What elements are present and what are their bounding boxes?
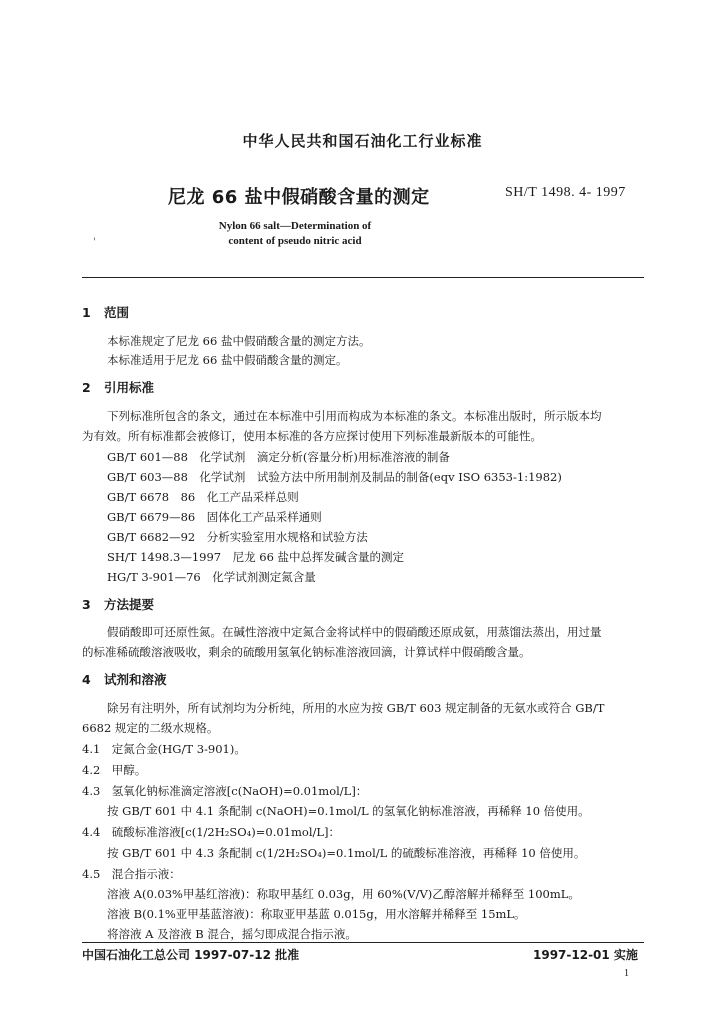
clause-4-3: 4.3 氢氧化钠标准滴定溶液[c(NaOH)=0.01mol/L]： — [82, 784, 368, 798]
clause-4-5-mix: 将溶液 A 及溶液 B 混合，摇匀即成混合指示液。 — [107, 927, 357, 941]
section-2-title: 引用标准 — [104, 380, 155, 395]
clause-4-5-solution-b: 溶液 B(0.1%亚甲基蓝溶液)：称取亚甲基蓝 0.015g，用水溶解并稀释至 15mL。 — [107, 907, 526, 921]
standard-body-heading: 中华人民共和国石油化工行业标准 — [242, 132, 483, 150]
reference-item: GB/T 603—88 化学试剂 试验方法中所用制剂及制品的制备(eqv ISO 6353-1:1982) — [107, 470, 562, 484]
clause-4-1: 4.1 定氮合金(HG/T 3-901)。 — [82, 742, 246, 756]
header-divider — [82, 277, 644, 278]
section-1-title: 范围 — [104, 305, 130, 320]
section-1-heading — [82, 303, 129, 321]
page-number: 1 — [624, 968, 629, 979]
section-1-line-1: 本标准规定了尼龙 66 盐中假硝酸含量的测定方法。 — [107, 334, 371, 348]
reference-item: GB/T 601—88 化学试剂 滴定分析(容量分析)用标准溶液的制备 — [107, 450, 450, 464]
english-title-line-1: Nylon 66 salt—Determination of — [218, 220, 372, 232]
section-2-intro-line-1: 下列标准所包含的条文，通过在本标准中引用而构成为本标准的条文。本标准出版时，所示版本均 — [107, 409, 602, 423]
reference-item: GB/T 6678 86 化工产品采样总则 — [107, 490, 299, 504]
reference-item: SH/T 1498.3—1997 尼龙 66 盐中总挥发碱含量的测定 — [107, 550, 405, 564]
clause-4-3-text: 按 GB/T 601 中 4.1 条配制 c(NaOH)=0.1mol/L 的氢氧化钠标准溶液，再稀释 10 倍使用。 — [107, 804, 590, 818]
section-1-line-2: 本标准适用于尼龙 66 盐中假硝酸含量的测定。 — [107, 353, 348, 367]
section-4-number: 4 — [82, 672, 91, 687]
section-2-number: 2 — [82, 380, 91, 395]
section-4-title: 试剂和溶液 — [104, 672, 167, 687]
section-3-title: 方法提要 — [104, 597, 155, 612]
section-4-line-2: 6682 规定的二级水规格。 — [82, 721, 219, 735]
standard-code: SH/T 1498. 4- 1997 — [505, 185, 626, 200]
issuer-approval: 中国石油化工总公司 1997-07-12 批准 — [82, 948, 300, 962]
clause-4-5-solution-a: 溶液 A(0.03%甲基红溶液)：称取甲基红 0.03g，用 60%(V/V)乙醇溶解并稀释至 100mL。 — [107, 887, 580, 901]
section-3-heading — [82, 595, 154, 613]
reference-item: GB/T 6682—92 分析实验室用水规格和试验方法 — [107, 530, 368, 544]
clause-4-5: 4.5 混合指示液： — [82, 867, 181, 881]
section-1-number: 1 — [82, 305, 91, 320]
clause-4-4: 4.4 硫酸标准溶液[c(1/2H₂SO₄)=0.01mol/L]： — [82, 825, 340, 839]
section-4-heading — [82, 670, 167, 688]
section-3-line-1: 假硝酸即可还原性氮。在碱性溶液中定氮合金将试样中的假硝酸还原成氨，用蒸馏法蒸出，用过量 — [107, 625, 602, 639]
section-2-heading — [82, 378, 154, 396]
english-title-line-2: content of pseudo nitric acid — [228, 235, 362, 247]
section-3-number: 3 — [82, 597, 91, 612]
reference-item: HG/T 3-901—76 化学试剂测定氮含量 — [107, 570, 316, 584]
effective-date: 1997-12-01 实施 — [533, 948, 638, 962]
section-4-line-1: 除另有注明外，所有试剂均为分析纯，所用的水应为按 GB/T 603 规定制备的无氨水或符合 GB/T — [107, 701, 605, 715]
section-3-line-2: 的标准稀硫酸溶液吸收，剩余的硫酸用氢氧化钠标准溶液回滴，计算试样中假硝酸含量。 — [82, 645, 531, 659]
margin-mark: ' — [93, 237, 96, 248]
section-2-intro-line-2: 为有效。所有标准都会被修订，使用本标准的各方应探讨使用下列标准最新版本的可能性。 — [82, 429, 542, 443]
footer-divider — [82, 942, 644, 943]
document-title: 尼龙 66 盐中假硝酸含量的测定 — [168, 187, 430, 208]
clause-4-4-text: 按 GB/T 601 中 4.3 条配制 c(1/2H₂SO₄)=0.1mol/L 的硫酸标准溶液，再稀释 10 倍使用。 — [107, 846, 586, 860]
clause-4-2: 4.2 甲醇。 — [82, 763, 147, 777]
reference-item: GB/T 6679—86 固体化工产品采样通则 — [107, 510, 322, 524]
